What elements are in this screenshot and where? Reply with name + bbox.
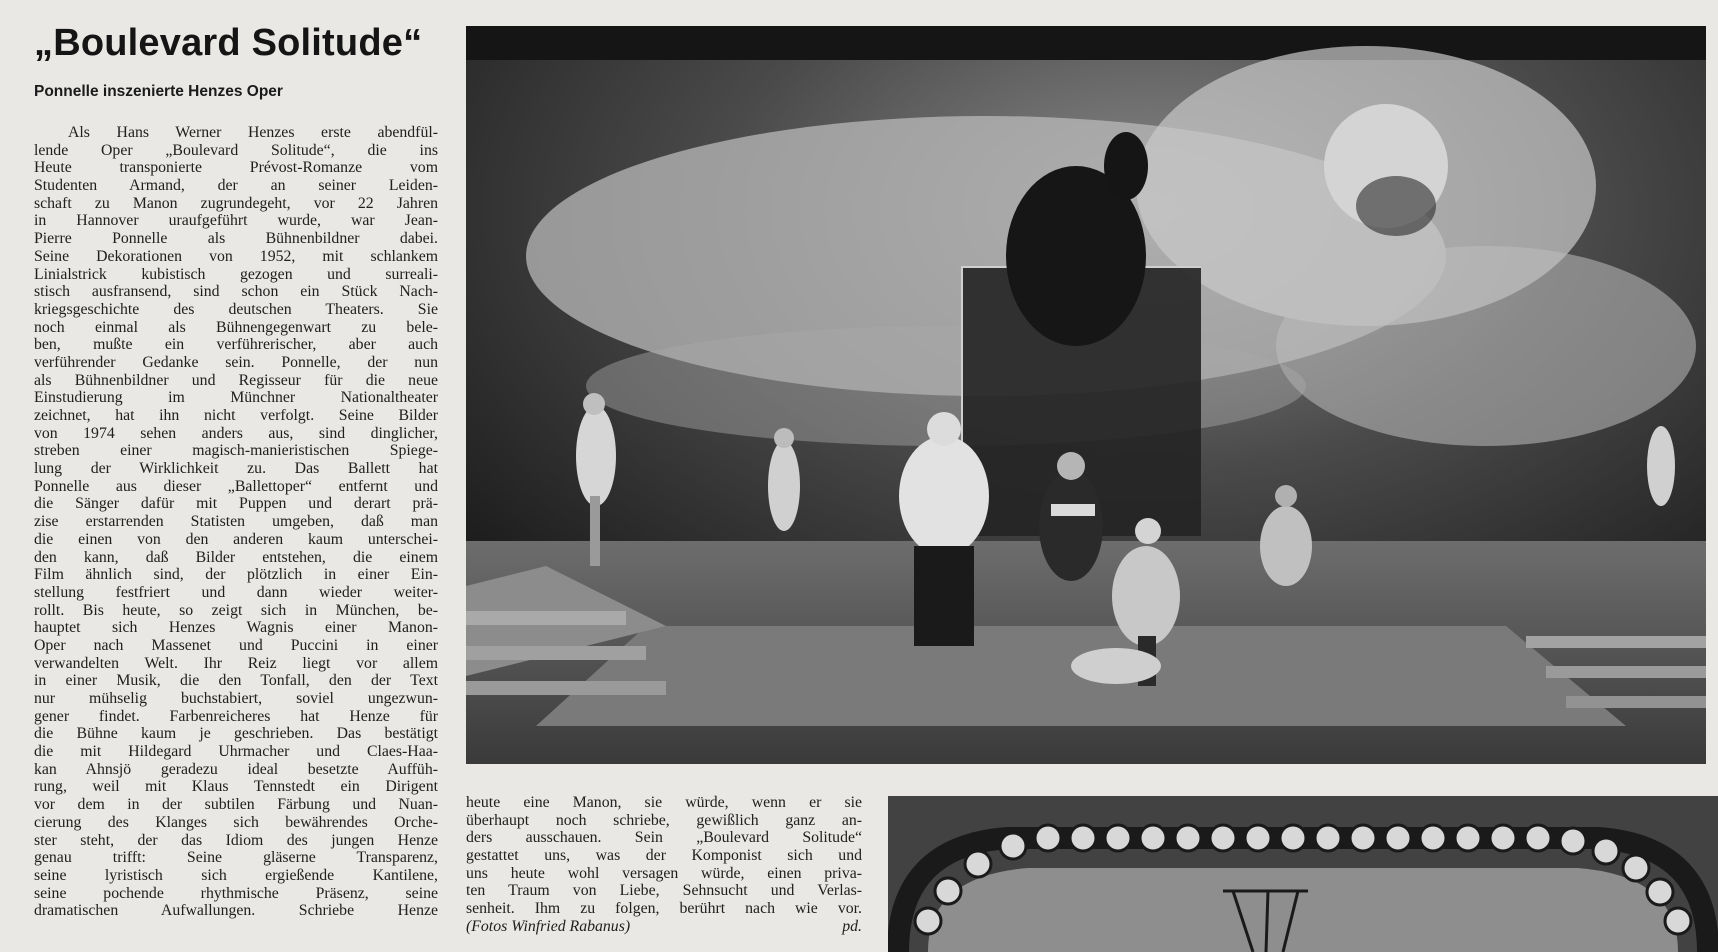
column-1-line: dramatischen Aufwallungen. Schriebe Henze bbox=[34, 902, 438, 920]
author-initials: pd. bbox=[842, 917, 862, 935]
article-column-2 bbox=[466, 794, 862, 936]
column-2-line: heute eine Manon, sie würde, wenn er sie bbox=[466, 794, 862, 811]
stage-photo-drawing bbox=[466, 26, 1706, 764]
column-1-line: verführender Gedanke sein. Ponnelle, der nun bbox=[34, 353, 438, 371]
column-2-line: gestattet uns, was der Komponist sich und bbox=[466, 847, 862, 865]
column-1-line: zise erstarrenden Statisten umgeben, daß man bbox=[34, 513, 438, 531]
column-1-line: schaft zu Manon zugrundegeht, vor 22 Jahren bbox=[34, 194, 438, 212]
column-1-line: rung, weil mit Klaus Tennstedt ein Dirigent bbox=[34, 778, 438, 796]
column-1-line: Linialstrick kubistisch gezogen und surreali- bbox=[34, 265, 438, 283]
column-1-line: nur mühselig buchstabiert, soviel ungezwun- bbox=[34, 690, 438, 707]
column-1-line: noch einmal als Bühnengegenwart zu bele- bbox=[34, 318, 438, 336]
column-1-line: Seine Dekorationen von 1952, mit schlankem bbox=[34, 247, 438, 265]
column-1-line: Einstudierung im Münchner Nationaltheater bbox=[34, 389, 438, 407]
column-1-line: in Hannover uraufgeführt wurde, war Jean- bbox=[34, 212, 438, 230]
column-1-line: verwandelten Welt. Ihr Reiz liegt vor allem bbox=[34, 654, 438, 672]
column-1-line: Pierre Ponnelle als Bühnenbildner dabei. bbox=[34, 230, 438, 248]
column-1-line: Als Hans Werner Henzes erste abendfül- bbox=[68, 124, 438, 141]
column-1-line: Heute transponierte Prévost-Romanze vom bbox=[34, 159, 438, 177]
column-2-line: uns heute wohl versagen würde, einen priva- bbox=[466, 864, 862, 882]
credit-row bbox=[466, 918, 862, 936]
column-1-line: genau trifft: Seine gläserne Transparenz, bbox=[34, 849, 438, 867]
column-1-line: den kann, daß Bilder entstehen, die einem bbox=[34, 548, 438, 566]
column-1-line: seine pochende rhythmische Präsenz, seine bbox=[34, 884, 438, 902]
column-1-line: Oper nach Massenet und Puccini in einer bbox=[34, 636, 438, 654]
column-1-line: rollt. Bis heute, so zeigt sich in München, be- bbox=[34, 601, 438, 619]
column-1-line: die Bühne kaum je geschrieben. Das bestätigt bbox=[34, 725, 438, 743]
stage-photo-2-drawing bbox=[888, 796, 1718, 952]
article-column-1 bbox=[34, 124, 438, 920]
column-1-line: cierung des Klanges sich bewährendes Orche- bbox=[34, 813, 438, 831]
photo-credit: (Fotos Winfried Rabanus) bbox=[466, 917, 631, 935]
column-1-line: die mit Hildegard Uhrmacher und Claes-Haa- bbox=[34, 743, 438, 761]
column-2-line: senheit. Ihm zu folgen, berührt nach wie vor. bbox=[466, 900, 862, 918]
article-subheadline: Ponnelle inszenierte Henzes Oper bbox=[34, 83, 283, 100]
article-headline: „Boulevard Solitude“ bbox=[34, 22, 423, 64]
column-2-line: ders ausschauen. Sein „Boulevard Solitude“ bbox=[466, 829, 862, 847]
column-1-line: vor dem in der subtilen Färbung und Nuan- bbox=[34, 796, 438, 814]
column-1-line: hauptet sich Henzes Wagnis einer Manon- bbox=[34, 619, 438, 637]
column-1-line: lung der Wirklichkeit zu. Das Ballett hat bbox=[34, 460, 438, 478]
column-1-line: Ponnelle aus dieser „Ballettoper“ entfernt und bbox=[34, 477, 438, 495]
column-1-line: stisch ausfransend, sind schon ein Stück Nach- bbox=[34, 283, 438, 301]
column-2-line: ten Traum von Liebe, Sehnsucht und Verlas- bbox=[466, 882, 862, 900]
column-1-line: zeichnet, hat ihn nicht verfolgt. Seine Bilder bbox=[34, 407, 438, 424]
column-1-line: streben einer magisch-manieristischen Spiege- bbox=[34, 442, 438, 460]
column-2-line: überhaupt noch schriebe, gewißlich ganz an- bbox=[466, 811, 862, 829]
column-1-line: als Bühnenbildner und Regisseur für die neue bbox=[34, 371, 438, 389]
column-1-line: die einen von den anderen kaum unterschei- bbox=[34, 530, 438, 548]
column-1-line: Film ähnlich sind, der plötzlich in einer Ein- bbox=[34, 566, 438, 584]
column-1-line: Studenten Armand, der an seiner Leiden- bbox=[34, 177, 438, 195]
stage-photo-2 bbox=[888, 796, 1718, 952]
stage-photo bbox=[466, 26, 1706, 764]
column-1-line: gener findet. Farbenreicheres hat Henze für bbox=[34, 707, 438, 725]
column-1-line: die Sänger dafür mit Puppen und derart prä- bbox=[34, 495, 438, 513]
column-1-line: kan Ahnsjö geradezu ideal besetzte Auffüh- bbox=[34, 760, 438, 778]
column-1-line: ster steht, der das Idiom des jungen Henze bbox=[34, 831, 438, 849]
column-1-line: von 1974 sehen anders aus, sind dinglicher, bbox=[34, 424, 438, 442]
column-1-line: in einer Musik, die den Tonfall, den der Text bbox=[34, 672, 438, 690]
column-1-line: stellung festfriert und dann wieder weiter- bbox=[34, 583, 438, 601]
column-1-line: seine lyristisch sich ergießende Kantilene, bbox=[34, 866, 438, 884]
column-1-line: ben, mußte ein verführerischer, aber auch bbox=[34, 336, 438, 354]
column-1-line: lende Oper „Boulevard Solitude“, die ins bbox=[34, 141, 438, 159]
column-1-line: kriegsgeschichte des deutschen Theaters. Sie bbox=[34, 300, 438, 318]
